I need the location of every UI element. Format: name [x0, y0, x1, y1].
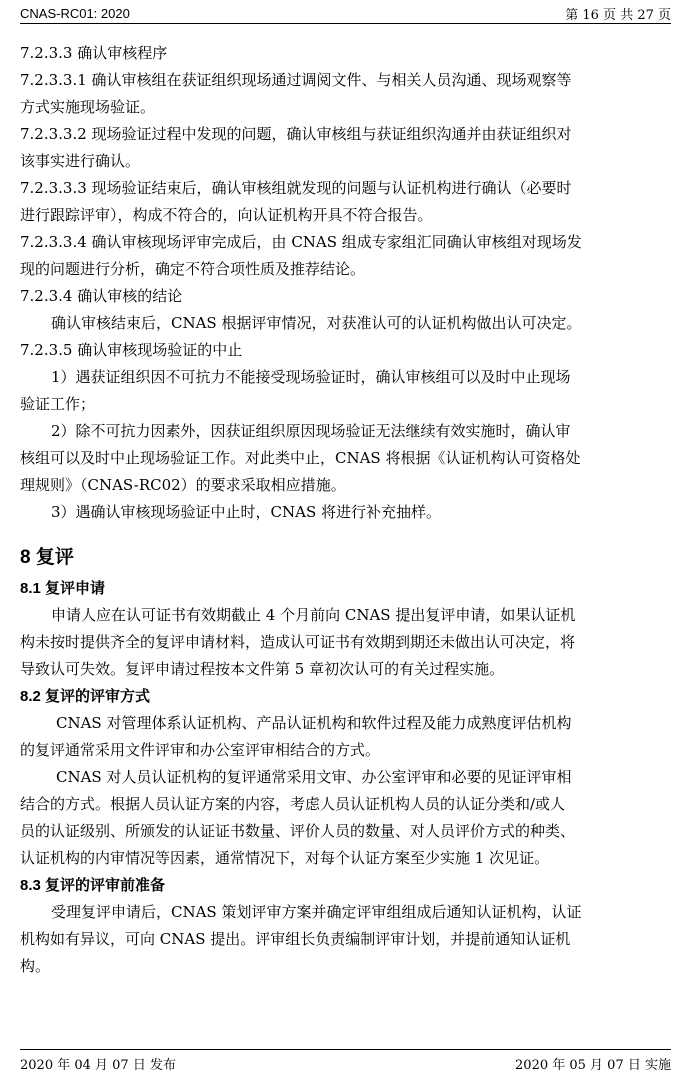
section-heading: 8.1 复评申请 [20, 580, 106, 597]
list-item-line: 核组可以及时中止现场验证工作。对此类中止，CNAS 将根据《认证机构认可资格处 [20, 449, 581, 467]
list-item-line: 1）遇获证组织因不可抗力不能接受现场验证时，确认审核组可以及时中止现场 [51, 368, 571, 386]
header-divider [20, 23, 671, 24]
implement-date: 2020 年 05 月 07 日 实施 [515, 1057, 671, 1073]
section-heading: 7.2.3.4 确认审核的结论 [20, 287, 183, 305]
section-heading: 7.2.3.5 确认审核现场验证的中止 [20, 341, 243, 359]
issue-date: 2020 年 04 月 07 日 发布 [20, 1057, 176, 1073]
paragraph-line: 申请人应在认可证书有效期截止 4 个月前向 CNAS 提出复评申请，如果认证机 [51, 606, 576, 624]
section-heading: 7.2.3.3 确认审核程序 [20, 44, 168, 62]
page-header [20, 4, 671, 22]
chapter-heading: 8 复评 [20, 547, 74, 568]
document-id: CNAS-RC01: 2020 [20, 5, 130, 21]
list-item-line: 2）除不可抗力因素外，因获证组织原因现场验证无法继续有效实施时，确认审 [51, 422, 571, 440]
paragraph-line: 结合的方式。根据人员认证方案的内容，考虑人员认证机构人员的认证分类和/或人 [20, 795, 566, 813]
paragraph-line: 现的问题进行分析，确定不符合项性质及推荐结论。 [20, 260, 366, 278]
paragraph-line: 进行跟踪评审），构成不符合的，向认证机构开具不符合报告。 [20, 206, 433, 224]
paragraph-line: 该事实进行确认。 [20, 152, 141, 170]
paragraph-line: 7.2.3.3.3 现场验证结束后，确认审核组就发现的问题与认证机构进行确认（必要时 [20, 179, 572, 197]
list-item-line: 验证工作； [20, 395, 96, 413]
paragraph-line: 认证机构的内审情况等因素，通常情况下，对每个认证方案至少实施 1 次见证。 [20, 849, 550, 867]
paragraph-line: 7.2.3.3.2 现场验证过程中发现的问题，确认审核组与获证组织沟通并由获证组织对 [20, 125, 572, 143]
paragraph-line: 7.2.3.3.4 确认审核现场评审完成后，由 CNAS 组成专家组汇同确认审核组对现场发 [20, 233, 582, 251]
footer-divider [20, 1049, 671, 1050]
list-item-line: 理规则》（CNAS-RC02）的要求采取相应措施。 [20, 476, 346, 494]
paragraph-line: 方式实施现场验证。 [20, 98, 156, 116]
paragraph-line: 机构如有异议，可向 CNAS 提出。评审组长负责编制评审计划，并提前通知认证机 [20, 930, 571, 948]
paragraph-line: 确认审核结束后，CNAS 根据评审情况，对获准认可的认证机构做出认可决定。 [51, 314, 582, 332]
paragraph-line: CNAS 对人员认证机构的复评通常采用文审、办公室评审和必要的见证评审相 [56, 768, 572, 786]
page-info: 第 16 页 共 27 页 [565, 7, 671, 23]
paragraph-line: 受理复评申请后，CNAS 策划评审方案并确定评审组组成后通知认证机构，认证 [51, 903, 582, 921]
section-heading: 8.3 复评的评审前准备 [20, 877, 166, 894]
paragraph-line: 7.2.3.3.1 确认审核组在获证组织现场通过调阅文件、与相关人员沟通、现场观察等 [20, 71, 572, 89]
list-item-line: 3）遇确认审核现场验证中止时，CNAS 将进行补充抽样。 [51, 503, 442, 521]
paragraph-line: 构。 [20, 957, 51, 975]
section-heading: 8.2 复评的评审方式 [20, 688, 151, 705]
paragraph-line: 的复评通常采用文件评审和办公室评审相结合的方式。 [20, 741, 381, 759]
paragraph-line: CNAS 对管理体系认证机构、产品认证机构和软件过程及能力成熟度评估机构 [56, 714, 572, 732]
paragraph-line: 员的认证级别、所颁发的认证证书数量、评价人员的数量、对人员评价方式的种类、 [20, 822, 576, 840]
paragraph-line: 导致认可失效。复评申请过程按本文件第 5 章初次认可的有关过程实施。 [20, 660, 505, 678]
page-footer [20, 1053, 671, 1073]
document-body [20, 40, 671, 980]
paragraph-line: 构未按时提供齐全的复评申请材料，造成认可证书有效期到期还未做出认可决定，将 [20, 633, 576, 651]
